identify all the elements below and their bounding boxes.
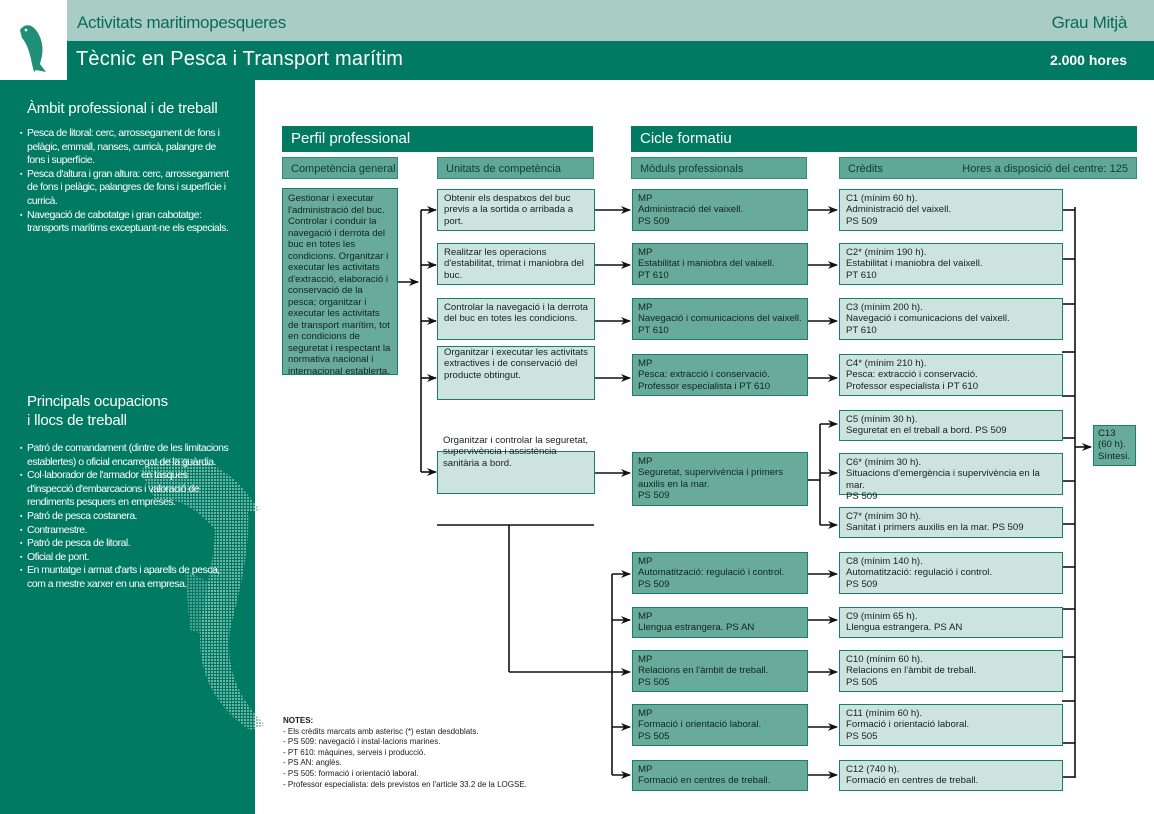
module-tag: MP: [638, 764, 653, 775]
module-box: [632, 704, 808, 746]
credit-code: C3 (mínim 200 h).: [846, 302, 923, 313]
credit-teacher: PS 509: [846, 491, 878, 503]
occupations-heading-line1: Principals ocupacions: [27, 393, 168, 410]
module-teacher: PS 505: [638, 730, 670, 742]
occupation-item: ▪ Contramestre.: [20, 524, 235, 538]
occupation-item: ▪ Patró de comandament (dintre de les limitacions establertes) o oficial encarregat de la guàrdia.: [20, 442, 235, 469]
note-item: - PT 610: màquines, serveis i producció.: [283, 747, 426, 757]
credits-header: [839, 157, 1137, 179]
credit-box: [839, 507, 1063, 538]
credit-name: Seguretat en el treball a bord. PS 509: [846, 425, 1007, 437]
module-tag: MP: [638, 247, 653, 258]
credit-name: Pesca: extracció i conservació.: [846, 369, 978, 381]
module-name: Formació en centres de treball.: [638, 775, 771, 787]
note-item: - PS 509: navegació i instal·lacions marines.: [283, 737, 441, 747]
credit-name: Automatització: regulació i control.: [846, 567, 993, 579]
credit-teacher: PS 509: [846, 215, 878, 227]
credit-box: [839, 607, 1063, 638]
general-competence-box: Gestionar i executar l'administració del buc. Controlar i conduir la navegació i derrota del buc en totes les condicions. Organitzar i executar les activitats d'extracció, elaboració i conservació de la pesca; organitzar i executar les activitats de transport marítim, tot en condicions de seguretat i respectant la normativa nacional i internacional establerta.: [282, 188, 398, 375]
occupation-item: ▪ Col·laborador de l'armador en tasques d'inspecció d'embarcacions i valoració de rendiments pesquers en empreses.: [20, 469, 235, 510]
module-name: Navegació i comunicacions del vaixell.: [638, 313, 802, 325]
module-tag: MP: [638, 302, 653, 313]
credit-box: [839, 354, 1063, 396]
general-competence-header: Competència general: [282, 157, 398, 179]
credit-name: Administració del vaixell.: [846, 204, 952, 216]
credit-name: Situacions d'emergència i supervivència en la mar.: [846, 468, 1040, 491]
credit-box: [839, 704, 1063, 746]
credit-box: [839, 410, 1063, 441]
scope-list: [20, 127, 235, 236]
module-teacher: Professor especialista i PT 610: [638, 380, 771, 392]
credit-name: Relacions en l'àmbit de treball.: [846, 665, 977, 677]
module-tag: MP: [638, 193, 653, 204]
credit-name: Formació i orientació laboral.: [846, 719, 970, 731]
module-box: [632, 760, 808, 791]
credit-teacher: PS 509: [846, 578, 878, 590]
occupations-list: [20, 442, 235, 592]
module-tag: MP: [638, 654, 653, 665]
module-box: [632, 243, 808, 285]
credit-name: Llengua estrangera. PS AN: [846, 622, 963, 634]
module-teacher: PS 505: [638, 676, 670, 688]
competence-unit-5: Organitzar i controlar la seguretat, supervivència i assistència sanitària a bord.: [443, 435, 589, 469]
module-box: [632, 552, 808, 594]
credit-code: C4* (mínim 210 h).: [846, 358, 927, 369]
modules-header: Mòduls professionals: [631, 157, 807, 179]
credit-code: C7* (mínim 30 h).: [846, 511, 922, 522]
module-teacher: PS 509: [638, 490, 670, 502]
scope-item: ▪ Pesca de litoral: cerc, arrossegament de fons i pelàgic, emmall, nanses, curricà, palangre de fons i superfície.: [20, 127, 235, 168]
module-tag: MP: [638, 358, 653, 369]
credit-code: C1 (mínim 60 h).: [846, 193, 918, 204]
credit-box: [839, 189, 1063, 231]
module-teacher: PT 610: [638, 324, 669, 336]
module-name: Seguretat, supervivència i primers auxilis en la mar.: [638, 467, 784, 490]
module-box: [632, 452, 808, 506]
credit-box: [839, 552, 1063, 594]
competence-unit-4: Organitzar i executar les activitats extractives i de conservació del producte obtingut.: [437, 346, 595, 400]
module-teacher: PS 509: [638, 578, 670, 590]
occupations-heading: [27, 392, 168, 430]
credit-box: [839, 650, 1063, 692]
module-name: Llengua estrangera. PS AN: [638, 622, 755, 634]
occupation-item: ▪ Patró de pesca costanera.: [20, 510, 235, 524]
credit-code: C5 (mínim 30 h).: [846, 414, 918, 425]
module-box: [632, 354, 808, 396]
synthesis-name: Síntesi.: [1098, 450, 1130, 462]
credit-teacher: PT 610: [846, 269, 877, 281]
note-item: - PS 505: formació i orientació laboral.: [283, 768, 419, 778]
credit-code: C10 (mínim 60 h).: [846, 654, 923, 665]
module-teacher: PT 610: [638, 269, 669, 281]
credit-name: Estabilitat i maniobra del vaixell.: [846, 258, 983, 270]
module-name: Administració del vaixell.: [638, 204, 744, 216]
credit-name: Formació en centres de treball.: [846, 775, 979, 787]
occupation-item: ▪ Oficial de pont.: [20, 551, 235, 565]
occupation-item: ▪ En muntatge i armat d'arts i aparells de pesca, com a mestre xarxer en una empresa.: [20, 564, 235, 591]
synthesis-credit-box: [1093, 425, 1136, 466]
fish-icon: [0, 0, 67, 80]
credit-code: C12 (740 h).: [846, 764, 900, 775]
credit-teacher: PS 505: [846, 676, 878, 688]
credit-teacher: PT 610: [846, 324, 877, 336]
competence-unit-3: Controlar la navegació i la derrota del buc en totes les condicions.: [437, 298, 595, 340]
cycle-heading: Cicle formatiu: [631, 126, 1137, 152]
centre-hours: Hores a disposició del centre: 125: [962, 163, 1128, 175]
notes: [283, 716, 583, 790]
module-name: Automatització: regulació i control.: [638, 567, 785, 579]
synthesis-code: C13: [1098, 428, 1116, 439]
module-tag: MP: [638, 708, 653, 719]
occupation-item: ▪ Patró de pesca de litoral.: [20, 537, 235, 551]
module-tag: MP: [638, 556, 653, 567]
scope-item: ▪ Pesca d'altura i gran altura: cerc, arrossegament de fons i pelàgic, palangres de fons i superfície i curricà.: [20, 168, 235, 209]
competence-unit-1: Obtenir els despatxos del buc previs a la sortida o arribada a port.: [437, 189, 595, 231]
module-box: [632, 607, 808, 638]
credit-code: C9 (mínim 65 h).: [846, 611, 918, 622]
logo: [0, 0, 67, 80]
module-name: Relacions en l'àmbit de treball.: [638, 665, 769, 677]
note-item: - Professor especialista: dels previstos en l'article 33.2 de la LOGSE.: [283, 779, 527, 789]
notes-title: NOTES:: [283, 716, 314, 725]
credits-header-label: Crèdits: [848, 163, 883, 175]
credit-box: [839, 760, 1063, 791]
credit-teacher: Professor especialista i PT 610: [846, 380, 979, 392]
competence-unit-2: Realitzar les operacions d'estabilitat, trimat i maniobra del buc.: [437, 243, 595, 285]
module-box: [632, 298, 808, 340]
module-name: Pesca: extracció i conservació.: [638, 369, 770, 381]
credit-code: C11 (mínim 60 h).: [846, 708, 923, 719]
module-tag: MP: [638, 611, 653, 622]
scope-item: ▪ Navegació de cabotatge i gran cabotatge: transports marítims exceptuant-ne els especials.: [20, 209, 235, 236]
credit-name: Sanitat i primers auxilis en la mar. PS 509: [846, 522, 1024, 534]
note-item: - PS AN: anglès.: [283, 758, 342, 768]
page-title: Tècnic en Pesca i Transport marítim: [76, 48, 404, 70]
credit-teacher: PS 505: [846, 730, 878, 742]
credit-box: [839, 298, 1063, 340]
competence-units-header: Unitats de competència: [437, 157, 594, 179]
credit-box: [839, 243, 1063, 285]
credit-name: Navegació i comunicacions del vaixell.: [846, 313, 1010, 325]
total-hours: 2.000 hores: [1049, 52, 1127, 68]
synthesis-hours: (60 h).: [1098, 439, 1126, 451]
module-teacher: PS 509: [638, 215, 670, 227]
profile-heading: Perfil professional: [282, 126, 593, 152]
category-label: Activitats maritimopesqueres: [77, 13, 286, 32]
module-tag: MP: [638, 456, 653, 467]
grade-label: Grau Mitjà: [1051, 13, 1127, 32]
module-box: [632, 189, 808, 231]
credit-box: [839, 453, 1063, 503]
module-box: [632, 650, 808, 692]
occupations-heading-line2: i llocs de treball: [27, 412, 127, 429]
note-item: - Els crèdits marcats amb asterisc (*) estan desdoblats.: [283, 726, 479, 736]
credit-code: C6* (mínim 30 h).: [846, 457, 922, 468]
scope-heading: Àmbit professional i de treball: [27, 100, 218, 117]
module-name: Estabilitat i maniobra del vaixell.: [638, 258, 775, 270]
credit-code: C8 (mínim 140 h).: [846, 556, 923, 567]
module-name: Formació i orientació laboral.: [638, 719, 762, 731]
credit-code: C2* (mínim 190 h).: [846, 247, 927, 258]
